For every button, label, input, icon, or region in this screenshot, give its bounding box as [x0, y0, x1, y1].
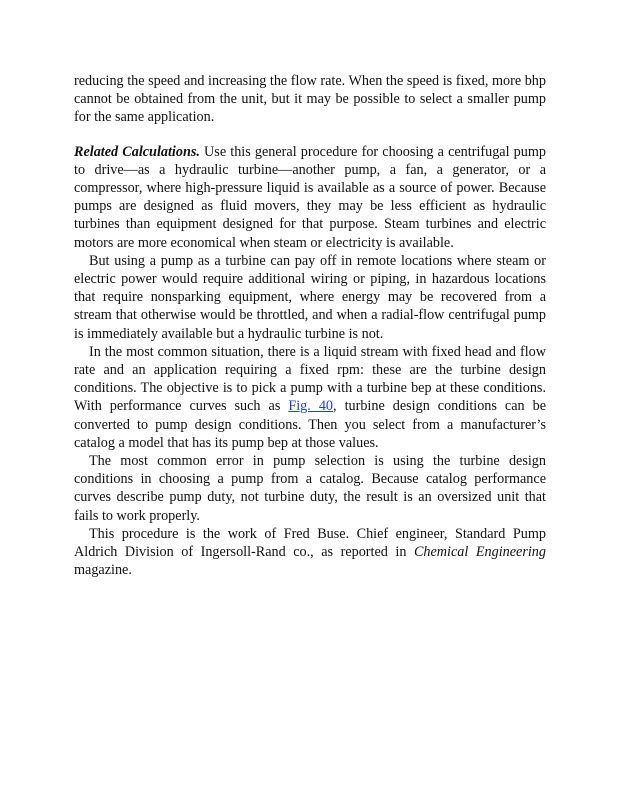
- paragraph-remote-locations: But using a pump as a turbine can pay off in remote locations where steam or electric power would require additional wiring or piping, in hazardous locations that require nonsparking equipment, where energy may be recovered from a stream that otherwise would be throttled, and when a radial-flow centrifugal pump is immediately available but a hydraulic turbine is not.: [74, 252, 546, 342]
- paragraph-common-error: The most common error in pump selection is using the turbine design conditions in choosing a pump from a catalog. Because catalog performance curves describe pump duty, not turbine duty, the result is an oversized unit that fails to work properly.: [74, 453, 546, 524]
- paragraph-continuation: reducing the speed and increasing the flow rate. When the speed is fixed, more bhp cannot be obtained from the unit, but it may be possible to select a smaller pump for the same application.: [74, 73, 546, 126]
- related-calculations-heading: Related Calculations.: [74, 143, 200, 160]
- common-situation-text-1: In the most common situation, there is a liquid stream with fixed head and flow rate and an application requiring a fixed rpm: these are the turbine design conditions. The objective is to pick a pump with a turbine bep at these conditions. With performance curves such as: [74, 343, 546, 415]
- related-calculations-text: Use this general procedure for choosing a centrifugal pump to drive—as a hydraulic turbine—another pump, a fan, a generator, or a compressor, where high-pressure liquid is available as a source of power. Because pumps are designed as fluid movers, they may be less efficient as hydraulic turbines than equipment designed for that purpose. Steam turbines and electric motors are more economical when steam or electricity is available.: [74, 143, 546, 251]
- magazine-title: Chemical Engineering: [413, 544, 546, 561]
- paragraph-common-situation: [74, 343, 546, 452]
- document-page: [74, 72, 546, 579]
- figure-40-link[interactable]: Fig. 40: [288, 398, 334, 415]
- paragraph-credit: [74, 525, 546, 580]
- credit-text-2: magazine.: [74, 562, 132, 579]
- credit-text-1: This procedure is the work of Fred Buse. Chief engineer, Standard Pump Aldrich Division of Ingersoll-Rand co., as reported in: [74, 525, 546, 561]
- paragraph-related-calculations: [74, 143, 546, 252]
- common-situation-text-2: , turbine design conditions can be converted to pump design conditions. Then you select from a manufacturer’s catalog a model that has its pump bep at those values.: [74, 398, 546, 451]
